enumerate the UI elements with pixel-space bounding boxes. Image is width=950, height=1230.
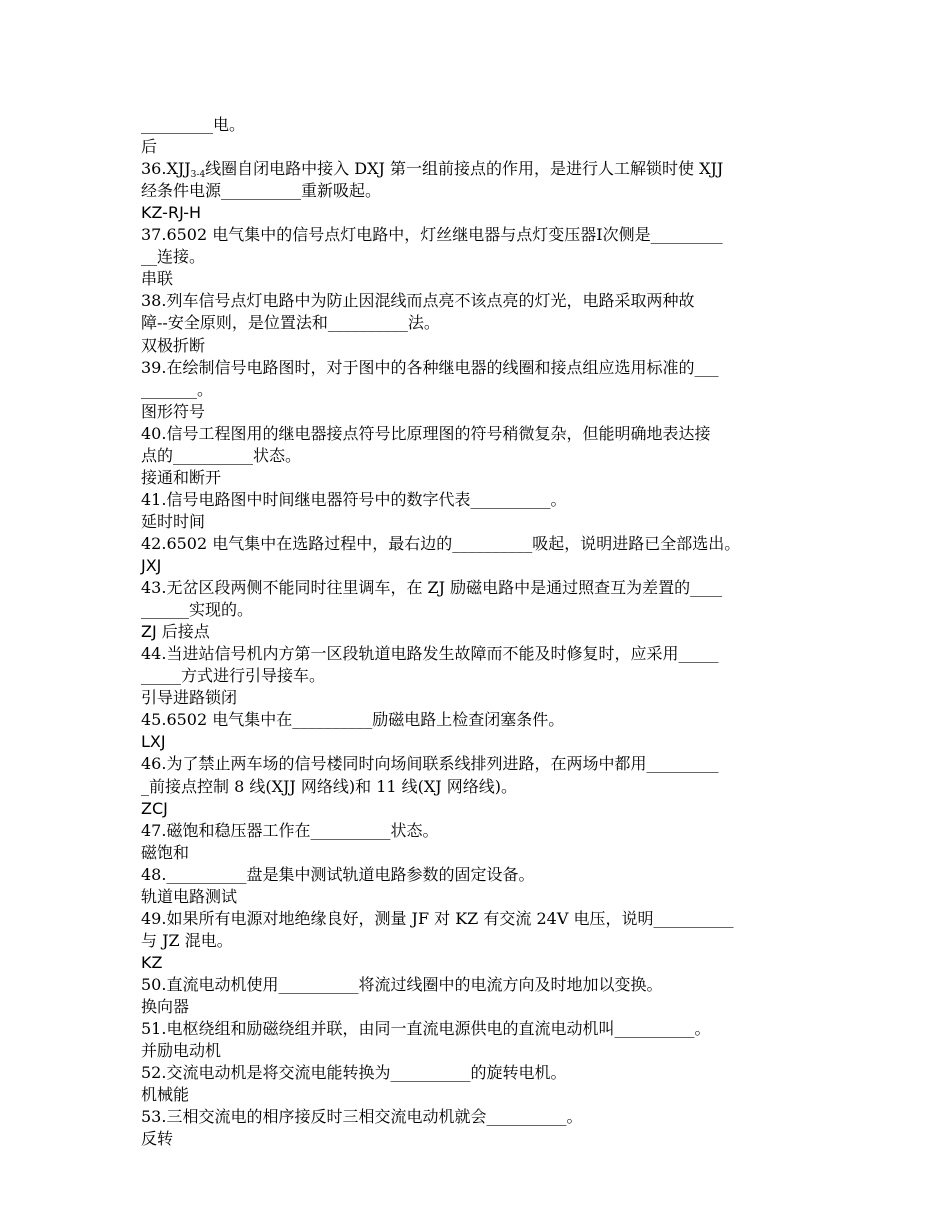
line-text: ______实现的。 <box>141 600 254 620</box>
line-text: 44.当进站信号机内方第一区段轨道电路发生故障而不能及时修复时，应采用_____ <box>141 644 719 664</box>
question-line <box>141 534 740 554</box>
line-text-rest: 线圈自闭电路中接入 DXJ 第一组前接点的作用，是进行人工解锁时使 XJJ <box>205 159 724 179</box>
question-line <box>141 865 534 885</box>
answer-line <box>141 732 166 752</box>
line-text: 42.6502 电气集中在选路过程中，最右边的__________吸起，说明进路已全部选出。 <box>141 533 741 553</box>
question-line <box>141 490 566 510</box>
line-text: _前接点控制 8 线(XJJ 网络线)和 11 线(XJ 网络线)。 <box>141 776 518 796</box>
line-text: 40.信号工程图用的继电器接点符号比原理图的符号稍微复杂，但能明确地表达接 <box>141 423 711 443</box>
question-line <box>141 380 213 400</box>
line-text: 双极折断 <box>141 335 206 355</box>
answer-line <box>141 953 162 973</box>
line-text: KZ <box>141 952 163 972</box>
answer-line <box>141 799 168 819</box>
line-text: 36.XJJ <box>141 159 191 179</box>
question-line <box>141 821 438 841</box>
question-line <box>141 225 723 245</box>
question-line <box>141 931 233 951</box>
answer-line <box>141 137 157 157</box>
question-line <box>141 247 205 267</box>
line-text: 37.6502 电气集中的信号点灯电路中，灯丝继电器与点灯变压器Ⅰ次侧是_________ <box>141 225 723 245</box>
question-line <box>141 313 440 333</box>
line-text: 经条件电源__________重新吸起。 <box>141 181 382 201</box>
line-text: 51.电枢绕组和励磁绕组并联，由同一直流电源供电的直流电动机叫__________。 <box>141 1019 711 1039</box>
line-text: 43.无岔区段两侧不能同时往里调车，在 ZJ 励磁电路中是通过照查互为差置的____ <box>141 578 723 598</box>
question-line <box>141 710 564 730</box>
answer-line <box>141 203 201 223</box>
question-line <box>141 424 710 444</box>
question-line <box>141 666 325 686</box>
line-text: JXJ <box>141 556 162 575</box>
answer-line <box>141 468 221 488</box>
line-text: 引导进路锁闭 <box>141 688 238 708</box>
line-text: __连接。 <box>141 247 206 267</box>
question-line <box>141 1063 566 1083</box>
question-line <box>141 909 733 929</box>
line-text: 延时时间 <box>141 511 206 531</box>
question-line <box>141 578 722 598</box>
answer-line <box>141 1085 189 1105</box>
question-line <box>141 181 381 201</box>
line-text: 38.列车信号点灯电路中为防止因混线而点亮不该点亮的灯光，电路采取两种故 <box>141 291 695 311</box>
answer-line <box>141 887 237 907</box>
line-text: 换向器 <box>141 997 190 1016</box>
line-text: 48.__________盘是集中测试轨道电路参数的固定设备。 <box>141 864 535 884</box>
line-text: 39.在绘制信号电路图时，对于图中的各种继电器的线圈和接点组应选用标准的___ <box>141 357 719 377</box>
answer-line <box>141 622 210 642</box>
line-text: 46.为了禁止两车场的信号楼同时向场间联系线排列进路，在两场中都用_________ <box>141 754 719 774</box>
line-text: _________电。 <box>141 115 246 134</box>
line-text: 49.如果所有电源对地绝缘良好，测量 JF 对 KZ 有交流 24V 电压，说明__________ <box>141 908 734 928</box>
line-text: 点的__________状态。 <box>141 445 302 465</box>
question-line <box>141 777 517 797</box>
line-text: 45.6502 电气集中在__________励磁电路上检查闭塞条件。 <box>141 710 565 730</box>
line-text: ZJ 后接点 <box>141 622 210 642</box>
line-text: 接通和断开 <box>141 467 222 487</box>
question-line <box>141 1019 710 1039</box>
line-text: 与 JZ 混电。 <box>141 930 233 950</box>
question-line <box>141 358 718 378</box>
question-line <box>141 446 301 466</box>
line-text: _____方式进行引导接车。 <box>141 666 326 686</box>
answer-line <box>141 402 205 422</box>
line-text: ZCJ <box>141 798 168 818</box>
line-text: 50.直流电动机使用__________将流过线圈中的电流方向及时地加以变换。 <box>141 974 663 994</box>
question-line <box>141 754 718 774</box>
line-text: 并励电动机 <box>141 1041 222 1061</box>
line-text: 反转 <box>141 1129 174 1149</box>
answer-line <box>141 688 237 708</box>
line-text: 障--安全原则，是位置法和__________法。 <box>141 313 440 333</box>
answer-line <box>141 269 173 289</box>
question-line <box>141 1107 582 1127</box>
answer-line <box>141 336 205 356</box>
question-line <box>141 644 718 664</box>
answer-line <box>141 512 205 532</box>
line-text: 机械能 <box>141 1085 190 1105</box>
question-line <box>141 600 253 620</box>
answer-line <box>141 556 161 576</box>
question-line <box>141 291 694 311</box>
line-text: 串联 <box>141 269 174 289</box>
line-text: 后 <box>141 137 158 157</box>
question-line <box>141 975 662 995</box>
line-text: 磁饱和 <box>141 842 190 862</box>
line-text: 41.信号电路图中时间继电器符号中的数字代表__________。 <box>141 489 567 509</box>
line-text: 52.交流电动机是将交流电能转换为__________的旋转电机。 <box>141 1063 567 1083</box>
line-text: 图形符号 <box>141 401 206 421</box>
line-text: 轨道电路测试 <box>141 886 238 906</box>
answer-line <box>141 997 189 1017</box>
answer-line <box>141 1129 173 1149</box>
question-line <box>141 115 245 135</box>
subscript: 3-4 <box>190 170 206 181</box>
answer-line <box>141 1041 221 1061</box>
line-text: KZ-RJ-H <box>141 203 202 223</box>
line-text: 53.三相交流电的相序接反时三相交流电动机就会__________。 <box>141 1107 583 1127</box>
line-text: _______。 <box>141 379 214 399</box>
line-text: 47.磁饱和稳压器工作在__________状态。 <box>141 820 439 840</box>
answer-line <box>141 843 189 863</box>
line-text: LXJ <box>141 732 166 752</box>
